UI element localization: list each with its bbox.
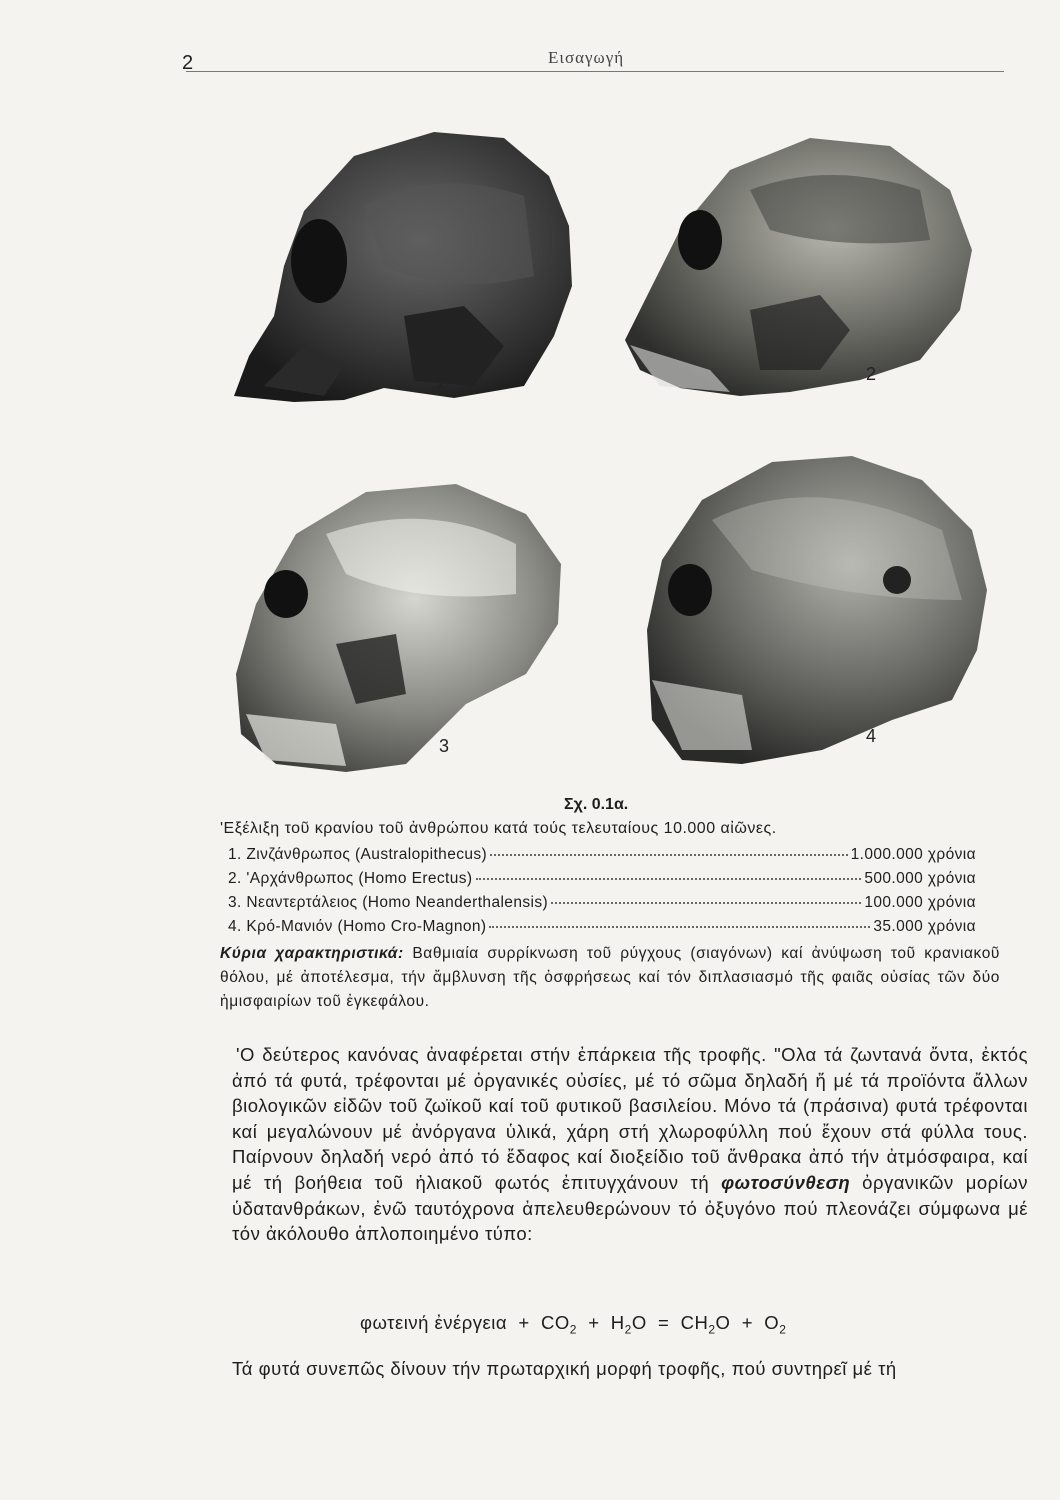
skull-2-label: 2 — [866, 364, 877, 384]
formula-term: CH — [680, 1312, 709, 1333]
paragraph-text: ὀργανικῶν μορίων ὑδατανθράκων, ἐνῶ ταυτόχρονα ἀπελευθερώνουν τό ὀξυγόνο πού πλεονάζει σύμφωνα μέ τόν ἀκόλουθο ἁπλοποιημένο τύπο: — [232, 1171, 1029, 1245]
dot-leader — [551, 902, 861, 904]
figure-features — [220, 942, 1000, 1014]
entry-value: 35.000 χρόνια — [873, 918, 976, 935]
formula-term: O — [764, 1312, 780, 1333]
formula-subscript: 2 — [708, 1322, 716, 1337]
formula-subscript: 2 — [779, 1322, 787, 1337]
entry-value: 100.000 χρόνια — [864, 894, 976, 911]
features-text: Βαθμιαία συρρίκνωση τοῦ ρύγχους (σιαγόνων) καί ἀνύψωση τοῦ κρανιακοῦ θόλου, μέ ἀποτέλεσμα, τήν ἄμβλυνση τῆς ὀσφρήσεως καί τόν διπλασιασμό τῆς φαιᾶς οὐσίας τῶν δύο ἡμισφαιρίων τοῦ ἐγκεφάλου. — [220, 945, 1001, 1010]
paragraph-text: 'Ο δεύτερος κανόνας ἀναφέρεται στήν ἐπάρκεια τῆς τροφῆς. "Ολα τά ζωντανά ὄντα, ἐκτός ἀπό τά φυτά, τρέφονται μέ ὀργανικές οὐσίες, μέ τό σῶμα δηλαδή ἤ μέ τά προϊόντα ἄλλων βιολογικῶν εἰδῶν τοῦ ζωϊκοῦ καί τοῦ φυτικοῦ βασιλείου. Μόνο τά (πράσινα) φυτά τρέφονται καί μεγαλώνουν μέ ἀνόργανα ὑλικά, χάρη στή χλωροφύλλη πού ἔχουν στά φύλλα τους. Παίρνουν δηλαδή νερό ἀπό τό ἔδαφος καί διοξείδιο τοῦ ἄνθρακα ἀπό τήν ἀτμόσφαιρα, καί μέ τή βοήθεια τοῦ ἡλιακοῦ φωτός ἐπιτυγχάνουν τή — [232, 1044, 1028, 1193]
features-label: Κύρια χαρακτηριστικά: — [220, 945, 404, 962]
skull-1-illustration — [204, 116, 584, 406]
dot-leader — [490, 854, 847, 856]
entry-label: 3. Νεαντερτάλειος (Homo Neanderthalensis) — [228, 894, 549, 911]
caption-entry — [228, 894, 976, 912]
skull-4-illustration — [642, 450, 992, 770]
formula-term: H — [610, 1312, 625, 1333]
skull-figure — [190, 96, 1000, 796]
formula-subscript: 2 — [569, 1322, 577, 1337]
dot-leader — [489, 926, 870, 928]
caption-entry — [228, 870, 976, 888]
emphasized-term: φωτοσύνθεση — [721, 1171, 851, 1193]
entry-label: 2. 'Αρχάνθρωπος (Homo Erectus) — [228, 870, 473, 887]
photosynthesis-formula — [360, 1312, 786, 1337]
paragraph-continuation: Τά φυτά συνεπῶς δίνουν τήν πρωταρχική μορφή τροφῆς, πού συντηρεῖ μέ τή — [232, 1358, 897, 1379]
dot-leader — [476, 878, 862, 880]
skull-1-label: 1 — [435, 372, 446, 392]
entry-value: 1.000.000 χρόνια — [850, 846, 976, 863]
formula-term: O — [715, 1312, 731, 1333]
formula-operator: + — [741, 1312, 754, 1333]
skull-3-illustration — [226, 474, 576, 774]
skull-2-illustration — [620, 130, 980, 410]
caption-entry — [228, 846, 976, 864]
body-paragraph — [232, 1042, 1028, 1247]
formula-operator: = — [658, 1312, 670, 1333]
skull-3-label: 3 — [439, 736, 450, 756]
skull-4-label: 4 — [866, 726, 877, 746]
formula-term: CO — [540, 1312, 570, 1333]
formula-term: φωτεινή ἐνέργεια — [360, 1312, 508, 1333]
entry-label: 1. Ζινζάνθρωπος (Australopithecus) — [228, 846, 488, 863]
formula-subscript: 2 — [624, 1322, 632, 1337]
entry-value: 500.000 χρόνια — [864, 870, 976, 887]
formula-operator: + — [588, 1312, 600, 1333]
figure-caption-title: Σχ. 0.1α. — [564, 796, 629, 813]
formula-term: O — [631, 1312, 647, 1333]
formula-operator: + — [518, 1312, 530, 1333]
entry-label: 4. Κρό-Μανιόν (Homo Cro-Magnon) — [228, 918, 487, 935]
header-rule — [186, 71, 1004, 72]
running-head: Εισαγωγή — [548, 48, 625, 67]
caption-entry — [228, 918, 976, 936]
figure-caption: 'Εξέλιξη τοῦ κρανίου τοῦ ἀνθρώπου κατά τούς τελευταίους 10.000 αἰῶνες. — [220, 820, 777, 837]
page-number: 2 — [182, 52, 194, 74]
